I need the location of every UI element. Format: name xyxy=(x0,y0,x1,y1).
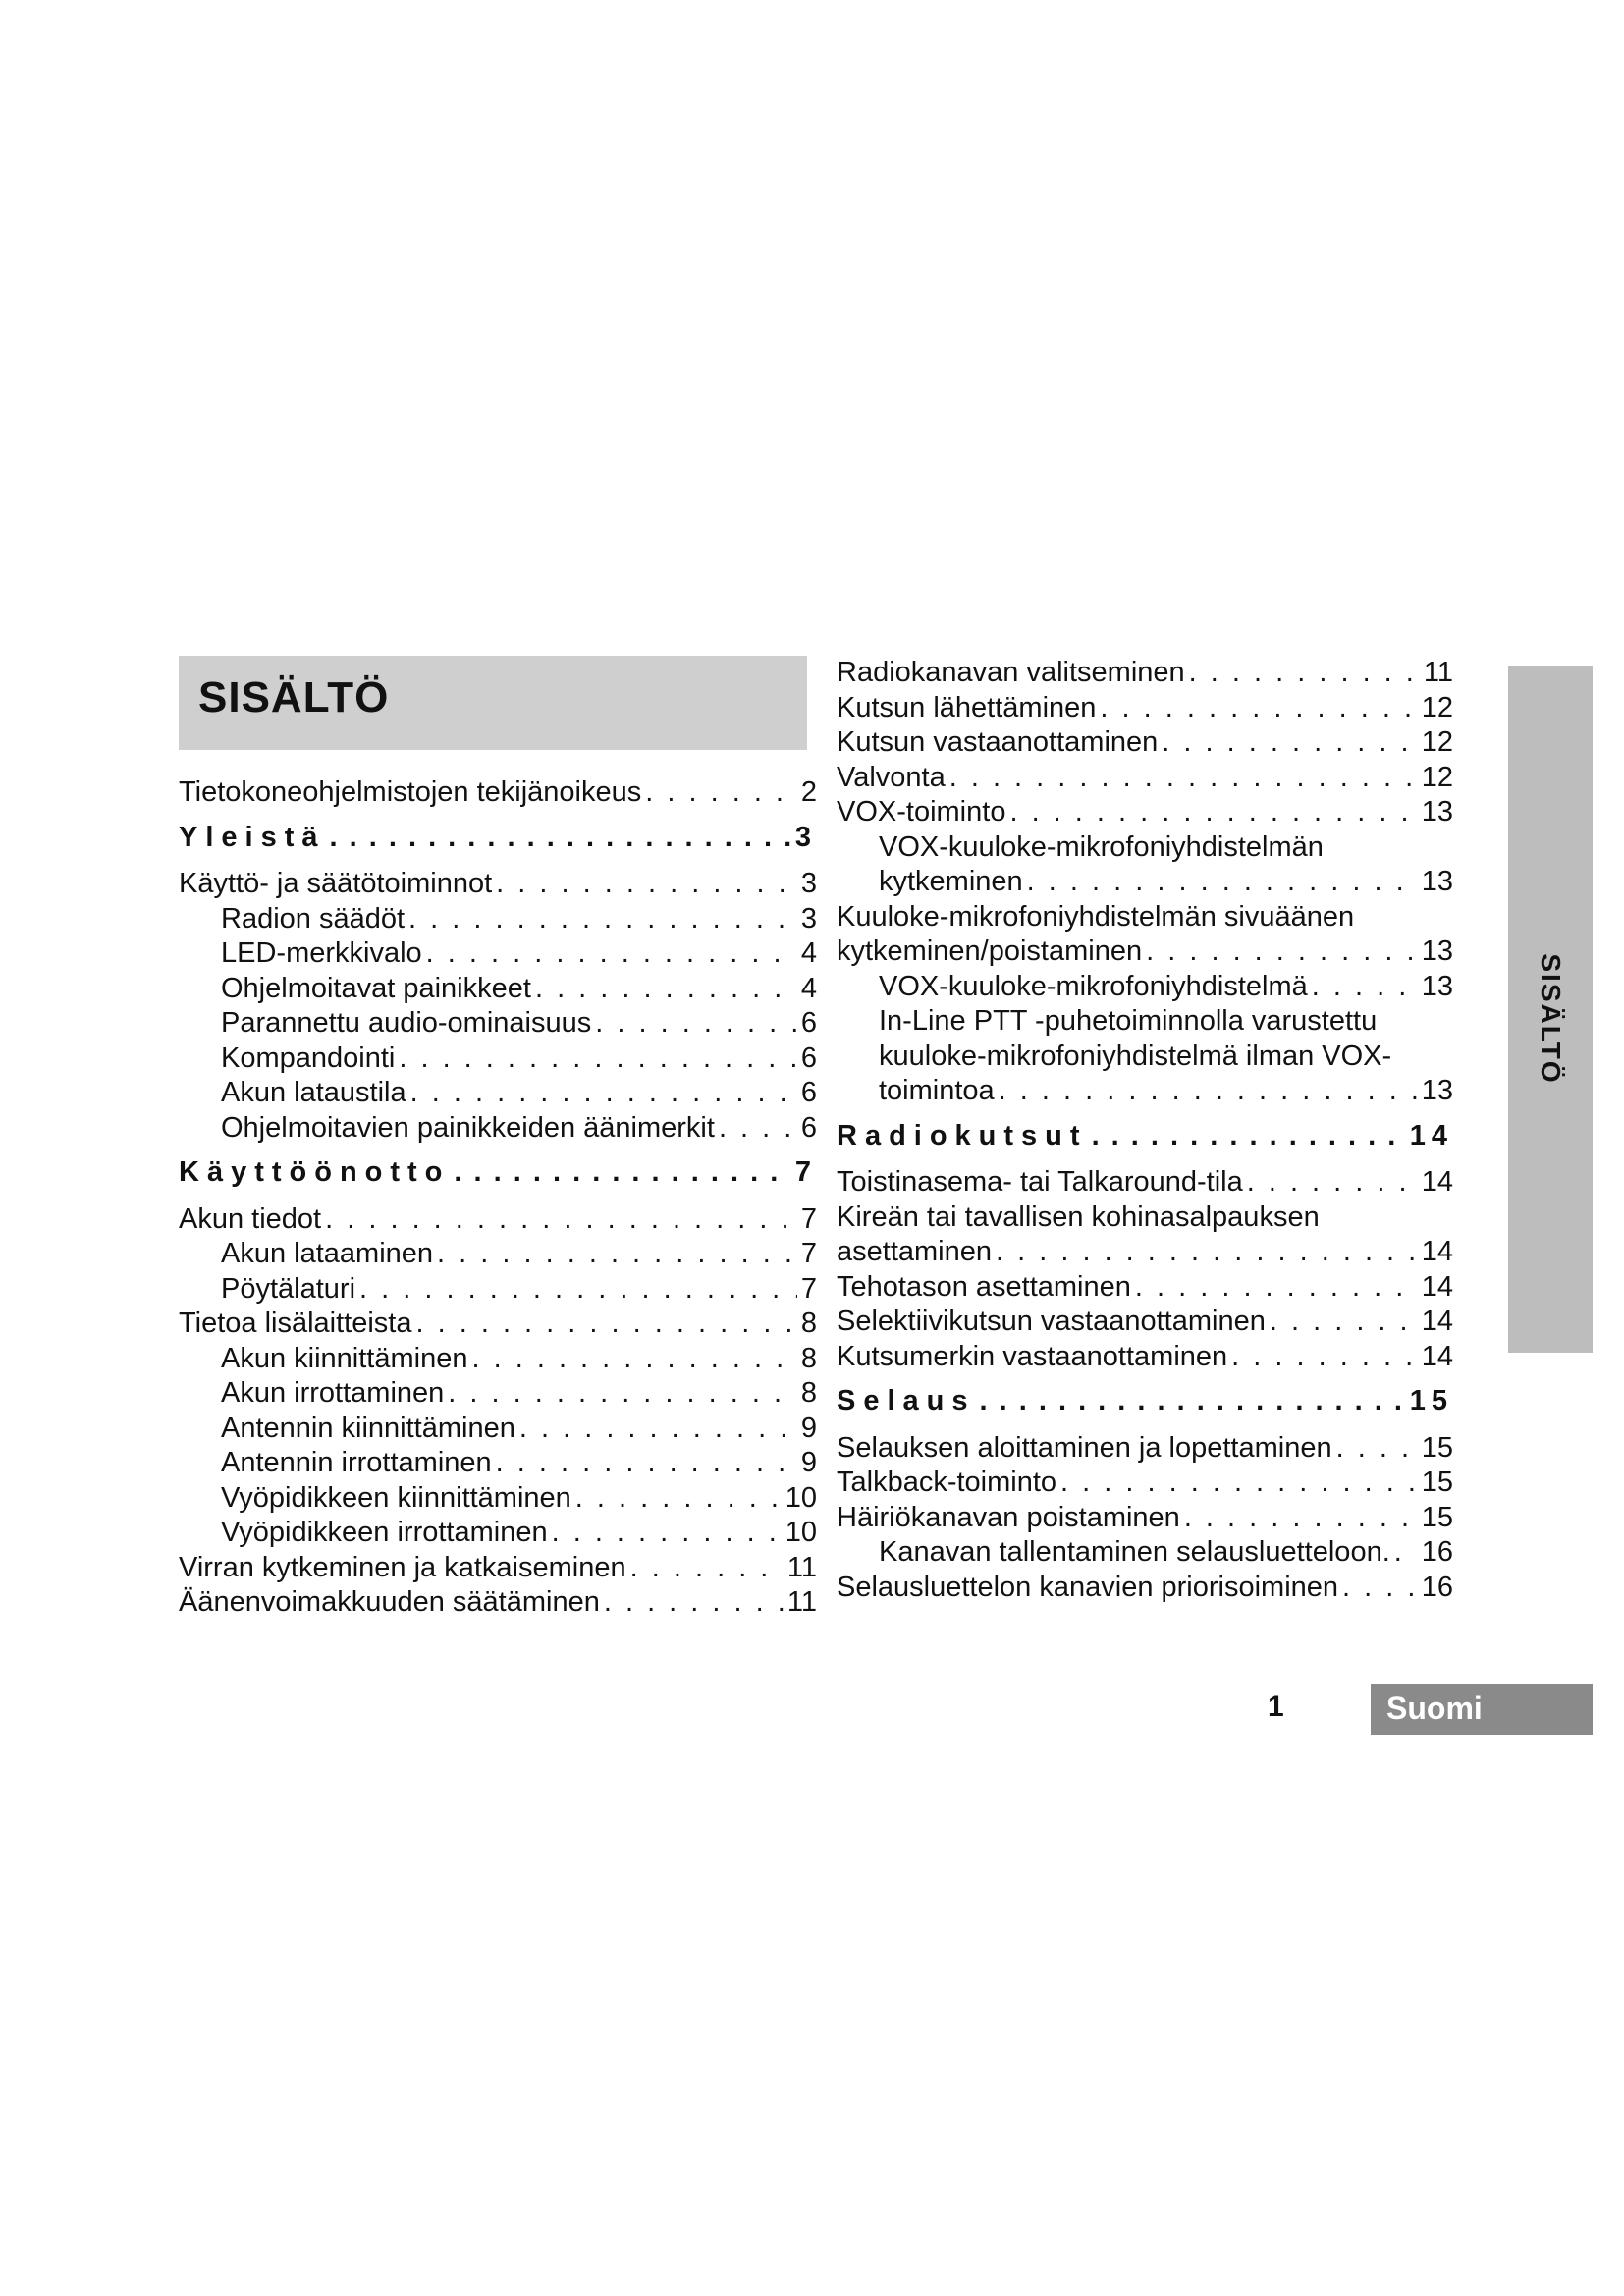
toc-dot-leader xyxy=(535,972,797,1007)
toc-dot-leader xyxy=(1342,1571,1418,1606)
toc-dot-leader xyxy=(496,867,797,902)
side-tab-label: SISÄLTÖ xyxy=(1536,953,1566,1085)
toc-entry[interactable] xyxy=(179,902,817,937)
toc-dot-leader xyxy=(410,1076,797,1111)
toc-entry[interactable] xyxy=(837,1004,1453,1040)
toc-entry-page: 13 xyxy=(1421,935,1453,967)
toc-entry-label: Tietokoneohjelmistojen tekijänoikeus xyxy=(179,776,642,808)
toc-entry-page: 10 xyxy=(785,1481,817,1514)
toc-entry-page: 11 xyxy=(1423,657,1453,688)
toc-entry-label: Vyöpidikkeen irrottaminen xyxy=(221,1517,548,1548)
toc-entry-page: 14 xyxy=(1421,1236,1453,1267)
toc-entry-page: 2 xyxy=(800,776,817,808)
toc-entry-label: kytkeminen/poistaminen xyxy=(837,935,1143,967)
toc-entry[interactable] xyxy=(837,1571,1453,1606)
toc-entry[interactable] xyxy=(179,1076,817,1111)
toc-entry-label: LED-merkkivalo xyxy=(221,937,422,969)
toc-dot-leader xyxy=(471,1342,796,1377)
toc-section-heading[interactable] xyxy=(179,821,817,856)
toc-entry-page: 16 xyxy=(1421,1536,1453,1568)
toc-entry-page: 8 xyxy=(800,1308,817,1339)
toc-dot-leader xyxy=(552,1516,782,1551)
toc-entry-page: 9 xyxy=(800,1447,817,1478)
toc-dot-leader xyxy=(719,1111,797,1147)
toc-entry-page: 6 xyxy=(800,1041,817,1074)
toc-entry[interactable] xyxy=(837,1466,1453,1501)
toc-entry-label: Valvonta xyxy=(837,761,946,793)
toc-entry-label: Parannettu audio-ominaisuus xyxy=(221,1007,592,1039)
toc-dot-leader xyxy=(437,1237,797,1272)
toc-entry-label: Akun lataaminen xyxy=(221,1238,434,1269)
toc-dot-leader xyxy=(359,1272,797,1308)
toc-entry-page: 4 xyxy=(800,972,817,1004)
toc-entry-page: 16 xyxy=(1421,1571,1453,1603)
toc-entry[interactable] xyxy=(837,1074,1453,1109)
toc-entry-label: kuuloke-mikrofoniyhdistelmä ilman VOX- xyxy=(879,1040,1392,1072)
toc-section-heading[interactable] xyxy=(179,1155,817,1191)
toc-dot-leader xyxy=(1184,1501,1418,1536)
toc-entry-page: 15 xyxy=(1409,1385,1453,1416)
toc-entry-label: Akun irrottaminen xyxy=(221,1377,445,1409)
toc-entry-page: 8 xyxy=(800,1342,817,1374)
toc-dot-leader xyxy=(1146,934,1418,970)
toc-entry[interactable] xyxy=(179,867,817,902)
toc-entry-label: toimintoa xyxy=(879,1075,995,1106)
toc-entry-page: 11 xyxy=(786,1586,817,1618)
toc-entry-label: Pöytälaturi xyxy=(221,1272,356,1305)
toc-dot-leader xyxy=(1092,1119,1406,1154)
toc-entry-label: Antennin kiinnittäminen xyxy=(221,1412,515,1444)
toc-dot-leader xyxy=(1100,691,1417,726)
page-title: SISÄLTÖ xyxy=(198,673,390,721)
toc-entry-label: Selausluettelon kanavien priorisoiminen xyxy=(837,1571,1339,1603)
toc-dot-leader xyxy=(575,1481,782,1517)
toc-entry[interactable] xyxy=(179,1111,817,1147)
side-tab xyxy=(1508,666,1593,1353)
toc-entry-label: kytkeminen xyxy=(879,866,1023,897)
toc-entry[interactable] xyxy=(837,1270,1453,1306)
page-number: 1 xyxy=(1268,1690,1284,1723)
toc-entry-label: Radiokutsut xyxy=(837,1119,1088,1151)
toc-entry-label: Vyöpidikkeen kiinnittäminen xyxy=(221,1481,571,1514)
toc-entry-label: Kireän tai tavallisen kohinasalpauksen xyxy=(837,1201,1320,1233)
toc-dot-leader xyxy=(325,1202,797,1238)
toc-entry[interactable] xyxy=(837,1165,1453,1201)
toc-entry-page: 13 xyxy=(1421,1075,1453,1106)
toc-entry-page: 6 xyxy=(800,1111,817,1144)
toc-entry-page: 13 xyxy=(1421,796,1453,828)
toc-entry-page: 7 xyxy=(800,1202,817,1235)
toc-entry-label: Kompandointi xyxy=(221,1041,396,1074)
toc-entry-label: asettaminen xyxy=(837,1236,992,1267)
toc-entry[interactable] xyxy=(179,972,817,1007)
toc-entry-page: 14 xyxy=(1421,1166,1453,1198)
toc-entry[interactable] xyxy=(837,1340,1453,1375)
toc-dot-leader xyxy=(1270,1305,1418,1340)
toc-dot-leader xyxy=(519,1412,797,1447)
toc-dot-leader xyxy=(1336,1431,1418,1467)
toc-entry[interactable] xyxy=(837,934,1453,970)
toc-entry[interactable] xyxy=(179,1481,817,1517)
toc-dot-leader xyxy=(408,902,797,937)
toc-entry-label: Toistinasema- tai Talkaround-tila xyxy=(837,1166,1243,1198)
toc-dot-leader xyxy=(1189,656,1420,691)
toc-dot-leader xyxy=(448,1376,797,1412)
toc-entry-label: Äänenvoimakkuuden säätäminen xyxy=(179,1586,600,1618)
toc-entry[interactable] xyxy=(179,1237,817,1272)
toc-entry-page: 3 xyxy=(794,821,817,853)
toc-section-heading[interactable] xyxy=(837,1119,1453,1154)
toc-entry[interactable] xyxy=(837,1305,1453,1340)
toc-dot-leader xyxy=(1162,725,1417,761)
toc-entry-page: 15 xyxy=(1421,1501,1453,1533)
toc-entry[interactable] xyxy=(179,1006,817,1041)
toc-entry[interactable] xyxy=(179,936,817,972)
toc-dot-leader xyxy=(399,1041,797,1077)
toc-entry[interactable] xyxy=(179,775,817,811)
toc-entry-label: Virran kytkeminen ja katkaiseminen xyxy=(179,1551,626,1583)
toc-entry[interactable] xyxy=(179,1342,817,1377)
toc-entry-label: Selauksen aloittaminen ja lopettaminen xyxy=(837,1431,1332,1464)
toc-entry-page: 9 xyxy=(800,1412,817,1444)
toc-entry-page: 10 xyxy=(785,1517,817,1548)
toc-entry[interactable] xyxy=(179,1041,817,1077)
toc-dot-leader xyxy=(949,761,1418,796)
language-tab xyxy=(1371,1684,1593,1735)
toc-dot-leader xyxy=(645,775,797,811)
toc-entry[interactable] xyxy=(179,1307,817,1342)
toc-entry[interactable] xyxy=(179,1272,817,1308)
toc-entry-page: 4 xyxy=(800,937,817,969)
toc-entry[interactable] xyxy=(837,1535,1453,1571)
toc-entry-label: Radiokanavan valitseminen xyxy=(837,657,1185,688)
toc-entry-page: 11 xyxy=(786,1551,817,1583)
toc-entry-page: 8 xyxy=(800,1377,817,1409)
toc-entry-label: Antennin irrottaminen xyxy=(221,1447,492,1478)
toc-entry-label: In-Line PTT -puhetoiminnolla varustettu xyxy=(879,1005,1378,1037)
toc-title-box xyxy=(179,656,807,750)
toc-right-column xyxy=(837,656,1453,1605)
toc-entry-label: Tehotason asettaminen xyxy=(837,1270,1131,1303)
toc-entry-label: Kanavan tallentaminen selausluetteloon. xyxy=(879,1536,1390,1568)
toc-entry[interactable] xyxy=(837,970,1453,1005)
toc-entry-page: 3 xyxy=(800,868,817,899)
toc-entry-page: 14 xyxy=(1421,1340,1453,1372)
toc-entry-label: Akun tiedot xyxy=(179,1202,322,1235)
toc-entry[interactable] xyxy=(837,865,1453,900)
toc-entry-page: 13 xyxy=(1421,866,1453,897)
toc-dot-leader xyxy=(1394,1535,1418,1571)
toc-entry[interactable] xyxy=(837,761,1453,796)
toc-entry-label: Yleistä xyxy=(179,821,326,853)
toc-entry[interactable] xyxy=(837,795,1453,830)
toc-entry-page: 12 xyxy=(1421,761,1453,793)
toc-entry[interactable] xyxy=(179,1551,817,1586)
toc-entry[interactable] xyxy=(179,1446,817,1481)
toc-entry-page: 7 xyxy=(794,1156,817,1188)
toc-entry-label: Ohjelmoitavat painikkeet xyxy=(221,972,531,1004)
toc-dot-leader xyxy=(604,1585,784,1621)
toc-entry-label: Kutsun vastaanottaminen xyxy=(837,726,1159,758)
language-tab-label: Suomi xyxy=(1386,1690,1483,1726)
toc-dot-leader xyxy=(1247,1165,1418,1201)
toc-dot-leader xyxy=(1060,1466,1418,1501)
toc-entry[interactable] xyxy=(837,1201,1453,1236)
toc-entry-page: 13 xyxy=(1421,970,1453,1002)
toc-entry[interactable] xyxy=(837,725,1453,761)
toc-entry-label: Selektiivikutsun vastaanottaminen xyxy=(837,1306,1266,1337)
toc-entry[interactable] xyxy=(837,656,1453,691)
toc-entry-page: 6 xyxy=(800,1077,817,1108)
toc-dot-leader xyxy=(996,1235,1418,1270)
toc-entry-label: VOX-kuuloke-mikrofoniyhdistelmä xyxy=(879,970,1308,1002)
toc-entry[interactable] xyxy=(179,1516,817,1551)
toc-entry-label: Käyttö- ja säätötoiminnot xyxy=(179,868,493,899)
toc-entry[interactable] xyxy=(837,691,1453,726)
toc-section-heading[interactable] xyxy=(837,1384,1453,1419)
toc-entry-label: Kuuloke-mikrofoniyhdistelmän sivuäänen xyxy=(837,900,1355,933)
toc-entry-label: VOX-toiminto xyxy=(837,796,1006,828)
toc-dot-leader xyxy=(415,1307,796,1342)
toc-entry[interactable] xyxy=(179,1202,817,1238)
toc-dot-leader xyxy=(630,1551,784,1586)
toc-entry[interactable] xyxy=(179,1412,817,1447)
toc-left-column xyxy=(179,775,817,1621)
toc-entry-page: 6 xyxy=(800,1007,817,1039)
toc-entry-page: 15 xyxy=(1421,1431,1453,1464)
toc-dot-leader xyxy=(330,821,791,856)
toc-entry-page: 12 xyxy=(1421,691,1453,723)
toc-dot-leader xyxy=(1009,795,1417,830)
toc-entry-label: Talkback-toiminto xyxy=(837,1467,1057,1498)
toc-entry-label: Häiriökanavan poistaminen xyxy=(837,1501,1180,1533)
toc-entry[interactable] xyxy=(837,1431,1453,1467)
toc-entry[interactable] xyxy=(179,1585,817,1621)
toc-dot-leader xyxy=(1312,970,1418,1005)
toc-entry-label: Kutsumerkin vastaanottaminen xyxy=(837,1340,1228,1372)
toc-entry[interactable] xyxy=(179,1376,817,1412)
toc-entry-label: VOX-kuuloke-mikrofoniyhdistelmän xyxy=(879,830,1324,863)
toc-dot-leader xyxy=(1231,1340,1418,1375)
toc-dot-leader xyxy=(595,1006,797,1041)
toc-entry-page: 3 xyxy=(800,902,817,934)
toc-entry-label: Selaus xyxy=(837,1385,976,1416)
toc-entry[interactable] xyxy=(837,1501,1453,1536)
toc-entry[interactable] xyxy=(837,900,1453,935)
toc-dot-leader xyxy=(999,1074,1418,1109)
toc-entry[interactable] xyxy=(837,1235,1453,1270)
toc-entry[interactable] xyxy=(837,830,1453,866)
toc-entry-label: Kutsun lähettäminen xyxy=(837,691,1097,723)
toc-entry-label: Ohjelmoitavien painikkeiden äänimerkit xyxy=(221,1111,715,1144)
toc-dot-leader xyxy=(1135,1270,1418,1306)
toc-dot-leader xyxy=(454,1155,790,1191)
toc-entry[interactable] xyxy=(837,1040,1453,1075)
toc-dot-leader xyxy=(426,936,797,972)
toc-entry-label: Akun kiinnittäminen xyxy=(221,1342,468,1374)
toc-entry-label: Käyttöönotto xyxy=(179,1156,451,1188)
toc-dot-leader xyxy=(1027,865,1418,900)
toc-entry-page: 14 xyxy=(1421,1306,1453,1337)
toc-entry-page: 15 xyxy=(1421,1467,1453,1498)
toc-entry-page: 14 xyxy=(1421,1270,1453,1303)
toc-entry-label: Tietoa lisälaitteista xyxy=(179,1308,412,1339)
toc-entry-page: 7 xyxy=(800,1272,817,1305)
toc-entry-label: Akun lataustila xyxy=(221,1077,406,1108)
toc-entry-page: 7 xyxy=(800,1238,817,1269)
toc-entry-page: 14 xyxy=(1409,1119,1453,1151)
toc-dot-leader xyxy=(980,1384,1406,1419)
toc-entry-page: 12 xyxy=(1421,726,1453,758)
toc-entry-label: Radion säädöt xyxy=(221,902,406,934)
toc-dot-leader xyxy=(496,1446,797,1481)
